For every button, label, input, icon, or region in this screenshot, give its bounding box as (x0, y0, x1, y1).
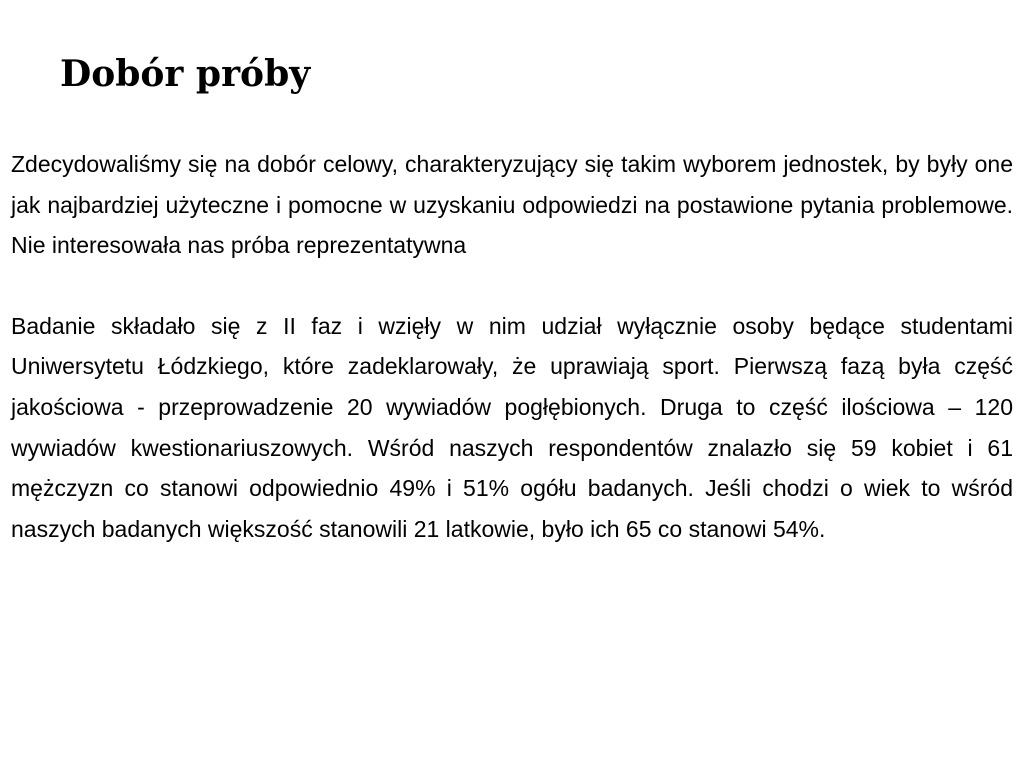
slide-title: Dobór próby (60, 53, 311, 95)
slide-body (11, 144, 1013, 549)
paragraph-sampling-method: Zdecydowaliśmy się na dobór celowy, charakteryzujący się takim wyborem jednostek, by były one jak najbardziej użyteczne i pomocne w uzyskaniu odpowiedzi na postawione pytania problemowe. Nie interesowała nas próba reprezentatywna (11, 151, 1013, 259)
paragraph-study-description: Badanie składało się z II faz i wzięły w nim udział wyłącznie osoby będące studentami Uniwersytetu Łódzkiego, które zadeklarowały, że uprawiają sport. Pierwszą fazą była część jakościowa - przeprowadzenie 20 wywiadów pogłębionych. Druga to część ilościowa – 120 wywiadów kwestionariuszowych. Wśród naszych respondentów znalazło się 59 kobiet i 61 mężczyzn co stanowi odpowiednio 49% i 51% ogółu badanych. Jeśli chodzi o wiek to wśród naszych badanych większość stanowili 21 latkowie, było ich 65 co stanowi 54%. (11, 312, 1013, 542)
